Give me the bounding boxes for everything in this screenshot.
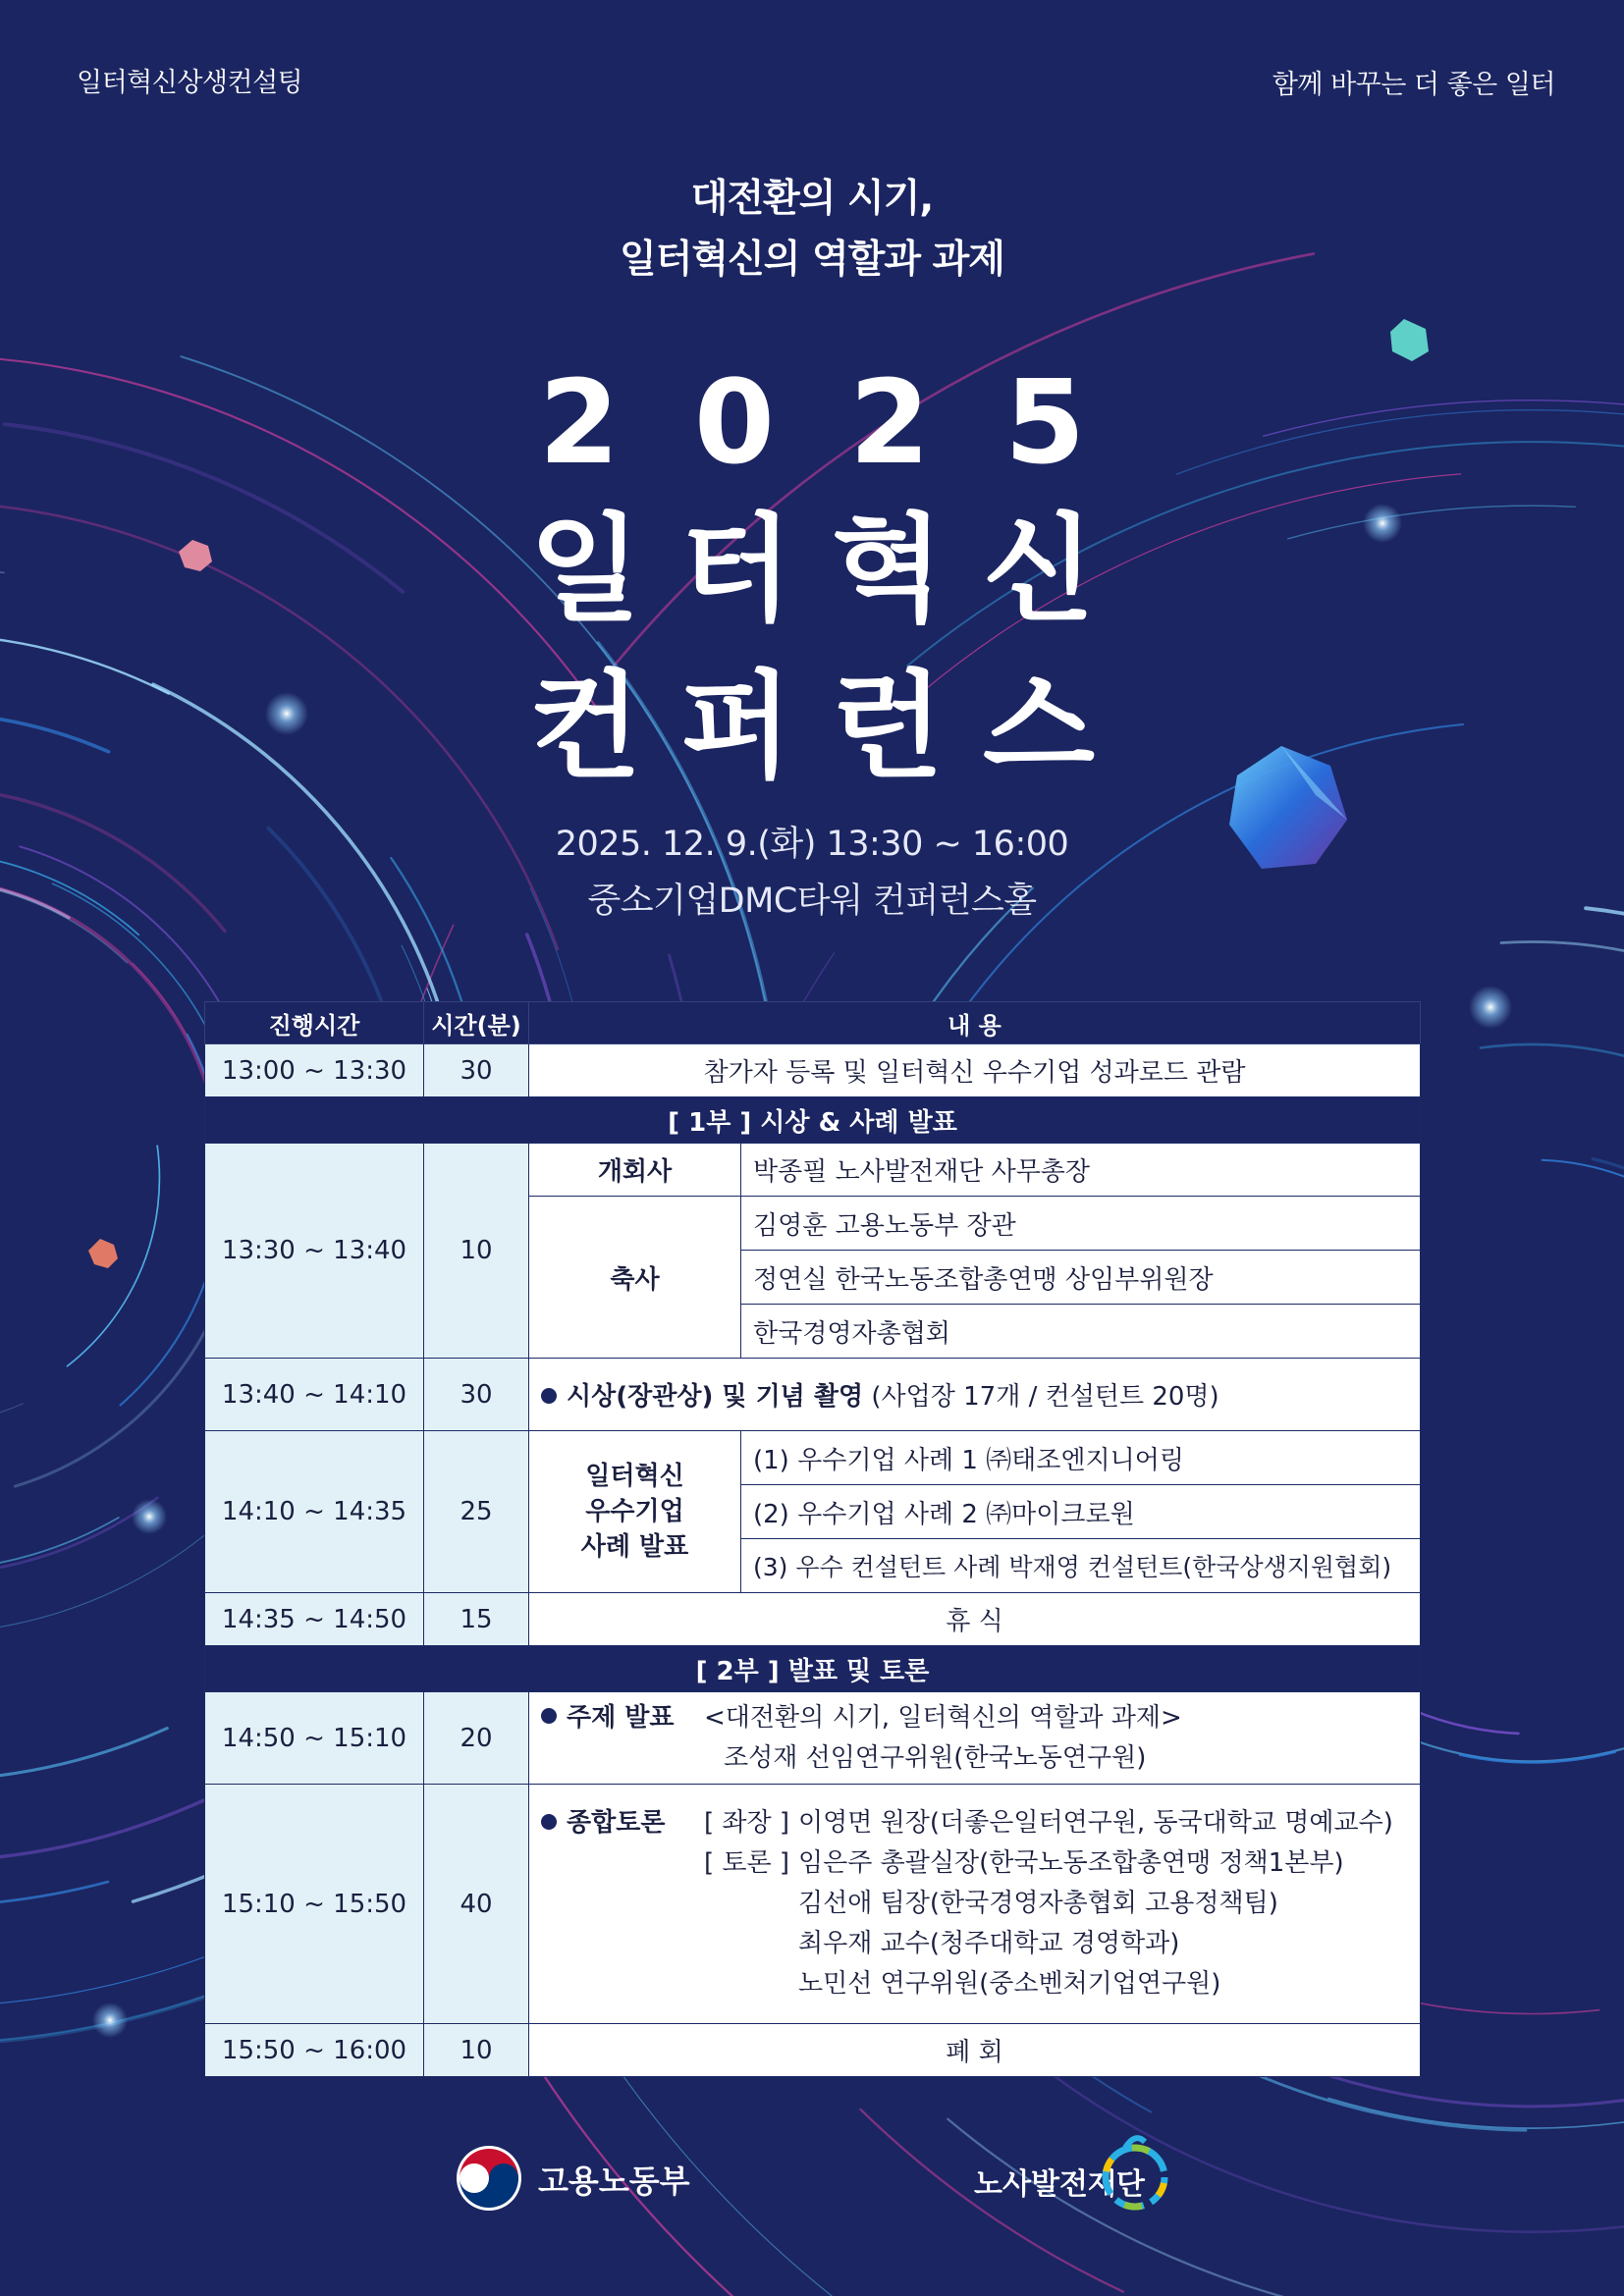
table-row [205, 1359, 1421, 1431]
title-line3: 컨퍼런스 [529, 659, 1134, 794]
award-content [529, 1359, 1421, 1431]
swirl-arc [0, 1404, 23, 1425]
swirl-arc [0, 1559, 167, 1781]
row-minutes: 10 [424, 2024, 529, 2077]
row-time: 13:30 ~ 13:40 [205, 1144, 424, 1359]
bullet-icon [541, 1708, 557, 1724]
row-time: 13:40 ~ 14:10 [205, 1359, 424, 1431]
panelist: 최우재 교수(청주대학교 경영학과) [798, 1929, 1180, 1958]
panelist: 임은주 총괄실장(한국노동조합총연맹 정책1본부) [798, 1848, 1344, 1878]
row-content: 참가자 등록 및 일터혁신 우수기업 성과로드 관람 [529, 1044, 1421, 1097]
panel-content [529, 1785, 1421, 2024]
swirl-arc [1586, 908, 1624, 1353]
opening-speaker: 박종필 노사발전재단 사무총장 [741, 1144, 1421, 1197]
panelist: 노민선 연구위원(중소벤처기업연구원) [798, 1969, 1221, 1999]
row-time: 15:50 ~ 16:00 [205, 2024, 424, 2077]
section-row [205, 1646, 1421, 1692]
label-cases [529, 1431, 741, 1593]
moel-logo-icon [455, 2144, 523, 2213]
row-time: 15:10 ~ 15:50 [205, 1785, 424, 2024]
congrats-speaker: 정연실 한국노동조합총연맹 상임부위원장 [741, 1251, 1421, 1305]
row-minutes: 25 [424, 1431, 529, 1593]
org-klf: 노사발전재단 [974, 2167, 1145, 2202]
header-content: 내 용 [529, 1002, 1421, 1044]
award-title: 시상(장관상) 및 기념 촬영 [567, 1382, 864, 1412]
label-opening: 개회사 [529, 1144, 741, 1197]
table-row [205, 1431, 1421, 1485]
row-time: 13:00 ~ 13:30 [205, 1044, 424, 1097]
event-date: 2025. 12. 9.(화) 13:30 ~ 16:00 [555, 825, 1069, 864]
row-time: 14:35 ~ 14:50 [205, 1593, 424, 1646]
keynote-title: <대전환의 시기, 일터혁신의 역할과 과제> [704, 1702, 1182, 1733]
section-part1: [ 1부 ] 시상 & 사례 발표 [205, 1097, 1421, 1144]
hero-subtitle [0, 169, 1624, 291]
case-item: (1) 우수기업 사례 1 ㈜태조엔지니어링 [741, 1431, 1421, 1485]
table-row [205, 1785, 1421, 2024]
swirl-arc [1501, 942, 1624, 1028]
chair-tag: [ 좌장 ] [704, 1808, 790, 1838]
swirl-arc [133, 963, 215, 1110]
bullet-icon [541, 1814, 557, 1830]
swirl-arc [1543, 1160, 1624, 1256]
table-row [205, 1144, 1421, 1197]
swirl-arc [1593, 1159, 1624, 1287]
table-row [205, 1044, 1421, 1097]
award-detail: (사업장 17개 / 컨설턴트 20명) [863, 1382, 1219, 1412]
label-cases-line1: 일터혁신 [585, 1462, 684, 1491]
panel-chair: 이영면 원장(더좋은일터연구원, 동국대학교 명예교수) [798, 1808, 1393, 1838]
title-line2: 일터혁신 [529, 502, 1134, 637]
brand-right: 함께 바꾸는 더 좋은 일터 [1272, 70, 1555, 100]
header-time: 진행시간 [205, 1002, 424, 1044]
keynote-speaker: 조성재 선임연구위원(한국노동연구원) [724, 1742, 1147, 1773]
table-header-row [205, 1002, 1421, 1044]
subtitle-line1: 대전환의 시기, [690, 177, 934, 221]
label-congrats: 축사 [529, 1197, 741, 1359]
row-content: 휴 식 [529, 1593, 1421, 1646]
row-time: 14:10 ~ 14:35 [205, 1431, 424, 1593]
brand-left: 일터혁신상생컨설팅 [77, 68, 303, 98]
label-cases-line3: 사례 발표 [580, 1532, 689, 1562]
row-minutes: 15 [424, 1593, 529, 1646]
panel-tag: [ 토론 ] [704, 1848, 790, 1878]
table-row [205, 1692, 1421, 1785]
row-minutes: 10 [424, 1144, 529, 1359]
table-row [205, 2024, 1421, 2077]
case-item: (2) 우수기업 사례 2 ㈜마이크로원 [741, 1485, 1421, 1539]
swirl-arc [0, 1832, 108, 1906]
row-minutes: 30 [424, 1359, 529, 1431]
case-item: (3) 우수 컨설턴트 사례 박재영 컨설턴트(한국상생지원협회) [741, 1539, 1421, 1593]
event-venue: 중소기업DMC타워 컨퍼런스홀 [587, 881, 1037, 921]
keynote-content [529, 1692, 1421, 1785]
row-minutes: 30 [424, 1044, 529, 1097]
header-minutes: 시간(분) [424, 1002, 529, 1044]
row-time: 14:50 ~ 15:10 [205, 1692, 424, 1785]
org-moel: 고용노동부 [538, 2163, 690, 2200]
table-row [205, 1593, 1421, 1646]
swirl-arc [1421, 1712, 1624, 1761]
row-minutes: 20 [424, 1692, 529, 1785]
klf-logo-icon [1096, 2130, 1174, 2220]
row-minutes: 40 [424, 1785, 529, 2024]
section-part2: [ 2부 ] 발표 및 토론 [205, 1646, 1421, 1692]
title-year: 2025 [538, 354, 1161, 490]
section-row [205, 1097, 1421, 1144]
subtitle-line2: 일터혁신의 역할과 과제 [620, 238, 1004, 282]
panel-label: 종합토론 [567, 1808, 666, 1838]
keynote-label: 주제 발표 [567, 1702, 675, 1733]
label-cases-line2: 우수기업 [585, 1497, 684, 1526]
row-content: 폐 회 [529, 2024, 1421, 2077]
panelist: 김선애 팀장(한국경영자총협회 고용정책팀) [798, 1889, 1278, 1918]
swirl-arc [0, 883, 221, 1185]
congrats-speaker: 김영훈 고용노동부 장관 [741, 1197, 1421, 1251]
bullet-icon [541, 1388, 557, 1404]
congrats-speaker: 한국경영자총협회 [741, 1305, 1421, 1359]
schedule-table [204, 1001, 1421, 2077]
